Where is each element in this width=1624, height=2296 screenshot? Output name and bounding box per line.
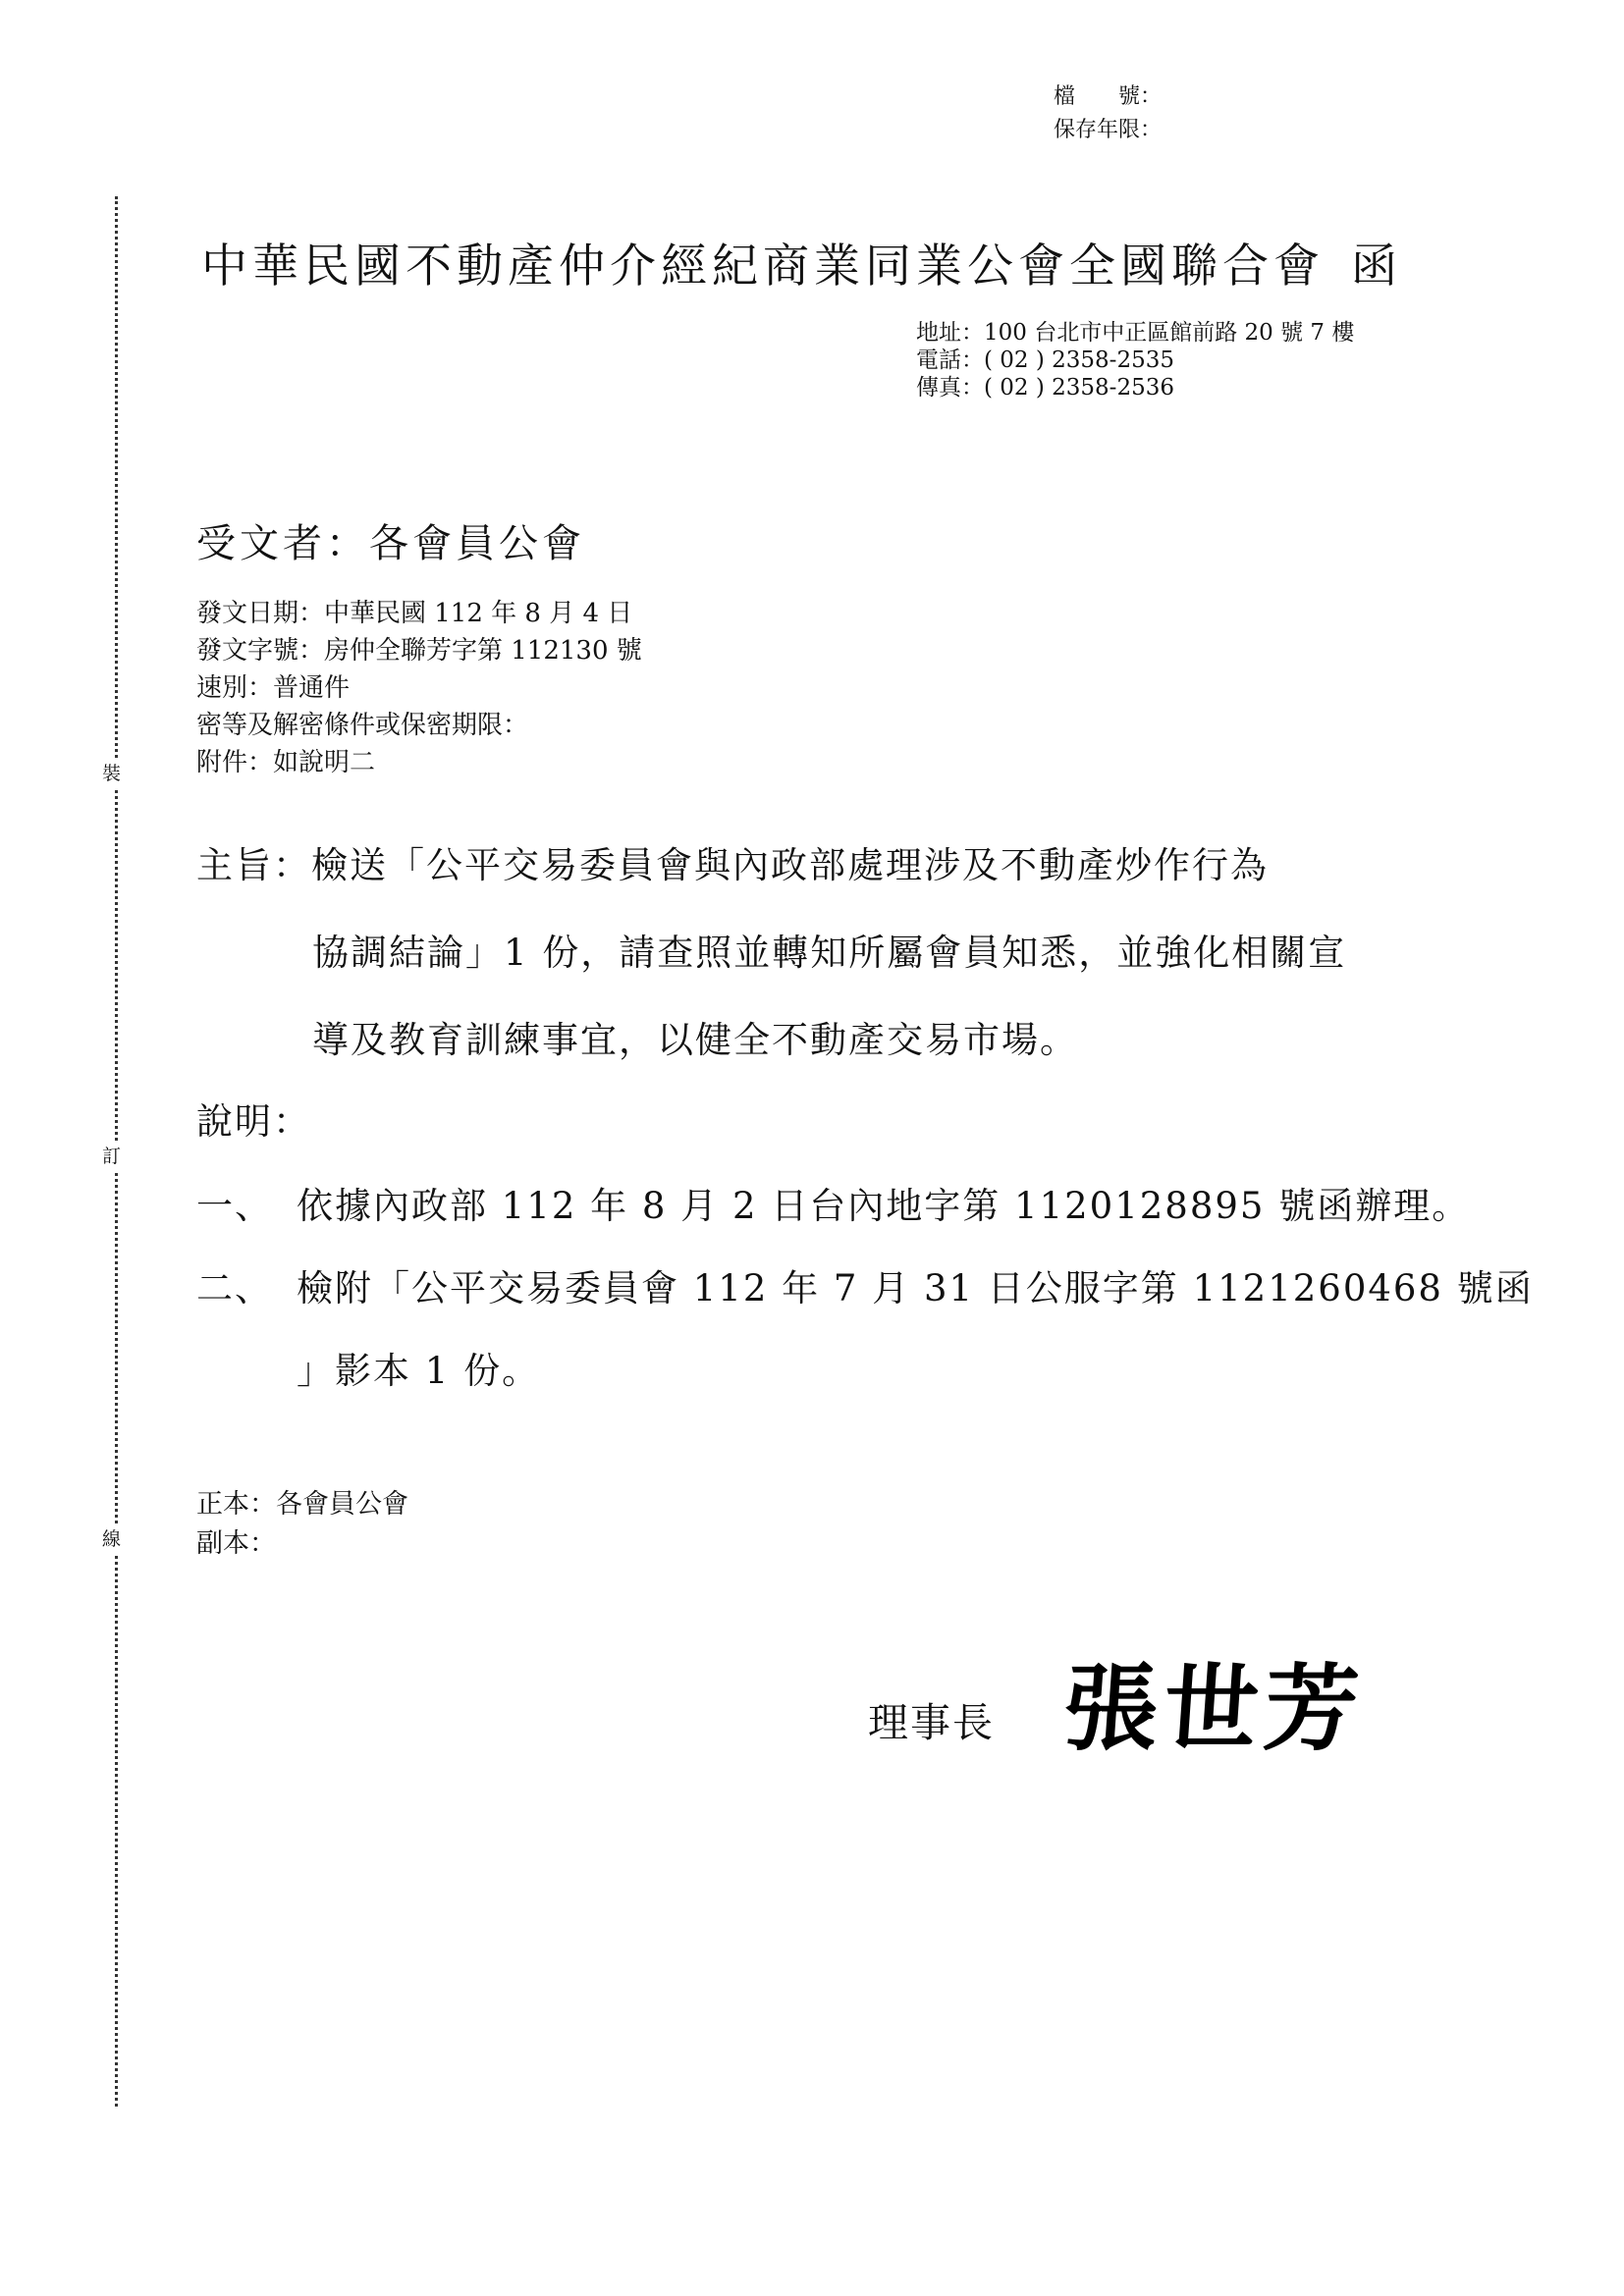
- copy-recipients: 副本：: [196, 1528, 276, 1559]
- reference-number: 發文字號：房仲全聯芳字第 112130 號: [196, 636, 642, 666]
- file-number-label: 檔 號：: [1054, 84, 1163, 109]
- explanation-label: 說明：: [196, 1100, 311, 1143]
- explanation-item-2-text: 檢附「公平交易委員會 112 年 7 月 31 日公服字第 1121260468 號函: [297, 1267, 1534, 1309]
- document-type: 函: [1351, 240, 1397, 294]
- recipient-line: 受文者：各會員公會: [196, 521, 585, 566]
- binding-mark-xian: 線: [102, 1525, 121, 1553]
- subject-line-1: 主旨：檢送「公平交易委員會與內政部處理涉及不動產炒作行為: [196, 844, 1269, 886]
- explanation-item-1-number: 一、: [196, 1185, 273, 1227]
- issue-date: 發文日期：中華民國 112 年 8 月 4 日: [196, 599, 633, 628]
- chairman-title: 理事長: [868, 1699, 995, 1746]
- attachment-note: 附件：如說明二: [196, 748, 376, 777]
- binding-mark-zhuang: 裝: [102, 760, 121, 787]
- binding-mark-ding: 訂: [102, 1143, 121, 1170]
- explanation-item-1-text: 依據內政部 112 年 8 月 2 日台內地字第 1120128895 號函辦理。: [297, 1185, 1471, 1227]
- subject-line-2: 協調結論」1 份，請查照並轉知所屬會員知悉，並強化相關宣: [312, 932, 1347, 974]
- delivery-speed: 速別：普通件: [196, 673, 351, 703]
- original-recipients: 正本：各會員公會: [196, 1489, 408, 1520]
- security-classification: 密等及解密條件或保密期限：: [196, 711, 529, 740]
- explanation-item-2-number: 二、: [196, 1267, 273, 1309]
- retention-period-label: 保存年限：: [1054, 118, 1163, 142]
- subject-line-3: 導及教育訓練事宜，以健全不動產交易市場。: [312, 1019, 1078, 1061]
- chairman-signature: 張世芳: [1059, 1653, 1369, 1764]
- contact-fax: 傳真：( 02 ) 2358-2536: [916, 375, 1174, 400]
- explanation-item-2-continuation: 」影本 1 份。: [297, 1350, 541, 1392]
- organization-title: 中華民國不動產仲介經紀商業同業公會全國聯合會: [201, 240, 1325, 294]
- contact-phone: 電話：( 02 ) 2358-2535: [916, 347, 1174, 373]
- contact-address: 地址：100 台北市中正區館前路 20 號 7 樓: [916, 320, 1355, 346]
